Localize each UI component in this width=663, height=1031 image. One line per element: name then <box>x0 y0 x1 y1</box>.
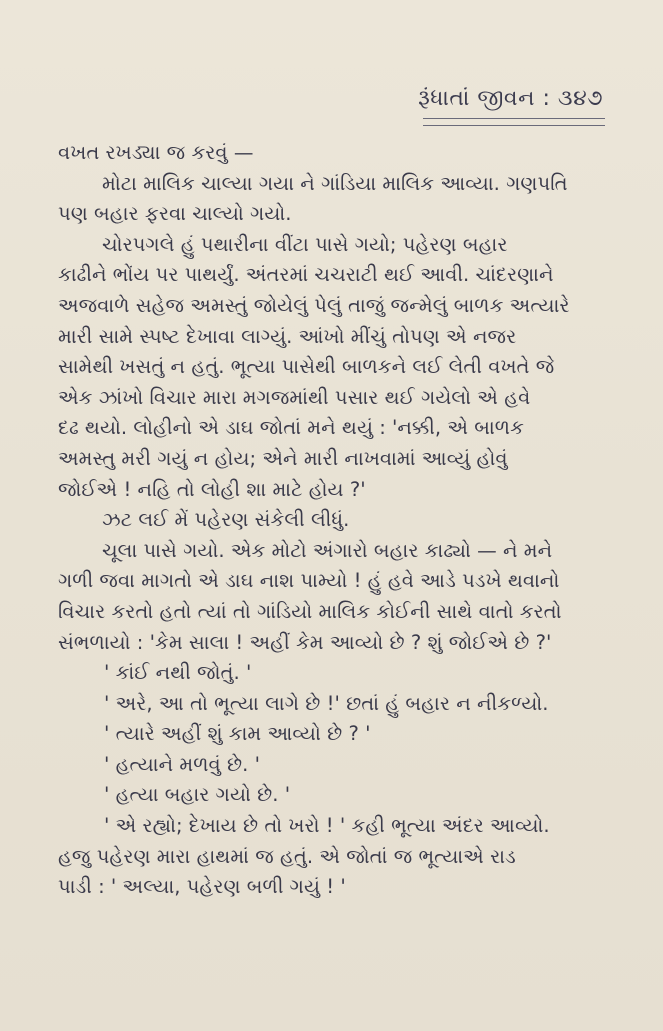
text-line: હજુ પહેરણ મારા હાથમાં જ હતું. એ જોતાં જ ભૂત્યાએ રાડ <box>58 844 516 868</box>
dialog-line: ' હત્યા બહાર ગયો છે. ' <box>104 783 291 807</box>
text-line: વખત રખડ્યા જ કરવું — <box>58 141 254 164</box>
text-line: મોટા માલિક ચાલ્યા ગયા ને ગાંડિયા માલિક આવ્યા. ગણપતિ <box>102 171 568 195</box>
text-line: ગળી જવા માગતો એ ડાઘ નાશ પામ્યો ! હું હવે આડે પડખે થવાનો <box>58 569 560 593</box>
text-line: સામેથી ખસતું ન હતું. ભૂત્યા પાસેથી બાળકને લઈ લેતી વખતે જે <box>58 355 555 379</box>
text-line: અમસ્તુ મરી ગયું ન હોય; એને મારી નાખવામાં આવ્યું હોવું <box>58 446 508 470</box>
body-text <box>58 138 613 903</box>
text-line: પણ બહાર ફરવા ચાલ્યો ગયો. <box>58 202 292 226</box>
text-line: કાઢીને ભોંય પર પાથર્યું. અંતરમાં ચચરાટી થઈ આવી. ચાંદરણાને <box>58 263 554 287</box>
text-line: દઢ થયો. લોહીનો એ ડાઘ જોતાં મને થયું : 'નક્કી, એ બાળક <box>58 416 524 440</box>
text-line: ચૂલા પાસે ગયો. એક મોટો અંગારો બહાર કાઢ્યો — ને મને <box>102 538 553 562</box>
dialog-line: ' અરે, આ તો ભૂત્યા લાગે છે !' છતાં હું બહાર ન નીકળ્યો. <box>104 691 549 715</box>
dialog-line: ' હત્યાને મળવું છે. ' <box>104 752 260 776</box>
text-line: સંભળાયો : 'કેમ સાલા ! અહીં કેમ આવ્યો છે ? શું જોઈએ છે ?' <box>58 630 552 654</box>
header-double-rule <box>423 118 605 126</box>
text-line: ચોરપગલે હું પથારીના વીંટા પાસે ગયો; પહેરણ બહાર <box>102 232 508 256</box>
text-line: પાડી : ' અલ્યા, પહેરણ બળી ગયું ! ' <box>58 875 346 899</box>
text-line: ઝટ લઈ મેં પહેરણ સંકેલી લીધું. <box>102 508 350 532</box>
dialog-line: ' કાંઈ નથી જોતું. ' <box>104 661 252 685</box>
text-line: વિચાર કરતો હતો ત્યાં તો ગાંડિયો માલિક કોઈની સાથે વાતો કરતો <box>58 599 562 623</box>
text-line: મારી સામે સ્પષ્ટ દેખાવા લાગ્યું. આંખો મીંચું તોપણ એ નજર <box>58 324 517 348</box>
running-header: રૂંધાતાં જીવન : ૩૪૭ <box>418 86 603 111</box>
text-line: એક ઝાંખો વિચાર મારા મગજમાંથી પસાર થઈ ગયેલો એ હવે <box>58 385 531 409</box>
dialog-line: ' એ રહ્યો; દેખાય છે તો ખરો ! ' કહી ભૂત્યા અંદર આવ્યો. <box>104 814 550 838</box>
text-line: જોઈએ ! નહિ તો લોહી શા માટે હોય ?' <box>58 477 366 501</box>
text-line: અજવાળે સહેજ અમસ્તું જોયેલું પેલું તાજું જન્મેલું બાળક અત્યારે <box>58 293 570 317</box>
dialog-line: ' ત્યારે અહીં શું કામ આવ્યો છે ? ' <box>104 722 371 746</box>
